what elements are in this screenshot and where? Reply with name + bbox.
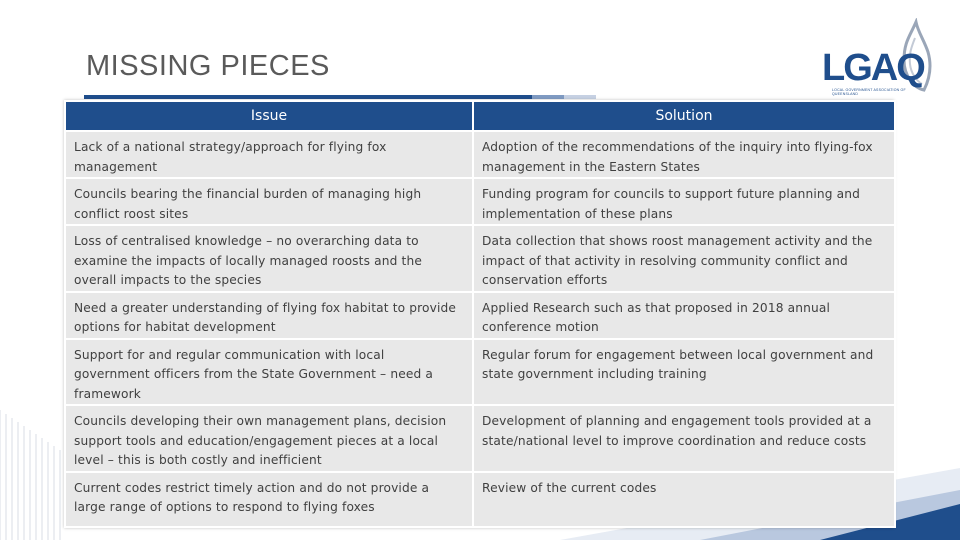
issue-cell: Current codes restrict timely action and do not provide a large range of options to respond to flying foxes — [65, 472, 473, 527]
solution-cell: Adoption of the recommendations of the inquiry into flying-fox management in the Eastern States — [473, 131, 895, 178]
table-row — [65, 405, 895, 472]
solution-cell: Applied Research such as that proposed in 2018 annual conference motion — [473, 292, 895, 339]
title-underline-accent — [532, 95, 564, 99]
solution-cell: Development of planning and engagement tools provided at a state/national level to improve coordination and reduce costs — [473, 405, 895, 472]
issue-cell: Lack of a national strategy/approach for flying fox management — [65, 131, 473, 178]
issue-cell: Support for and regular communication with local government officers from the State Government – need a framework — [65, 339, 473, 406]
issues-table-container — [64, 100, 894, 528]
table-row — [65, 178, 895, 225]
title-underline-light — [564, 95, 596, 99]
table-row — [65, 225, 895, 292]
table-header-row — [65, 101, 895, 131]
issue-cell: Councils developing their own management plans, decision support tools and education/engagement pieces at a local level – this is both costly and inefficient — [65, 405, 473, 472]
solution-cell: Funding program for councils to support future planning and implementation of these plans — [473, 178, 895, 225]
title-underline — [84, 95, 532, 99]
issue-cell: Councils bearing the financial burden of managing high conflict roost sites — [65, 178, 473, 225]
issue-cell: Need a greater understanding of flying fox habitat to provide options for habitat development — [65, 292, 473, 339]
issue-cell: Loss of centralised knowledge – no overarching data to examine the impacts of locally managed roosts and the overall impacts to the species — [65, 225, 473, 292]
lgaq-logo — [818, 18, 933, 98]
slide-title: MISSING PIECES — [86, 50, 330, 82]
table-row — [65, 292, 895, 339]
header-solution: Solution — [473, 101, 895, 131]
solution-cell: Data collection that shows roost management activity and the impact of that activity in resolving community conflict and conservation efforts — [473, 225, 895, 292]
issues-solutions-table — [64, 100, 896, 528]
solution-cell: Review of the current codes — [473, 472, 895, 527]
header-issue: Issue — [65, 101, 473, 131]
logo-subtitle: LOCAL GOVERNMENT ASSOCIATION OF QUEENSLAND — [832, 88, 906, 96]
table-row — [65, 131, 895, 178]
solution-cell: Regular forum for engagement between local government and state government including training — [473, 339, 895, 406]
table-row — [65, 339, 895, 406]
table-row — [65, 472, 895, 527]
logo-wordmark: LGAQ — [822, 47, 924, 89]
